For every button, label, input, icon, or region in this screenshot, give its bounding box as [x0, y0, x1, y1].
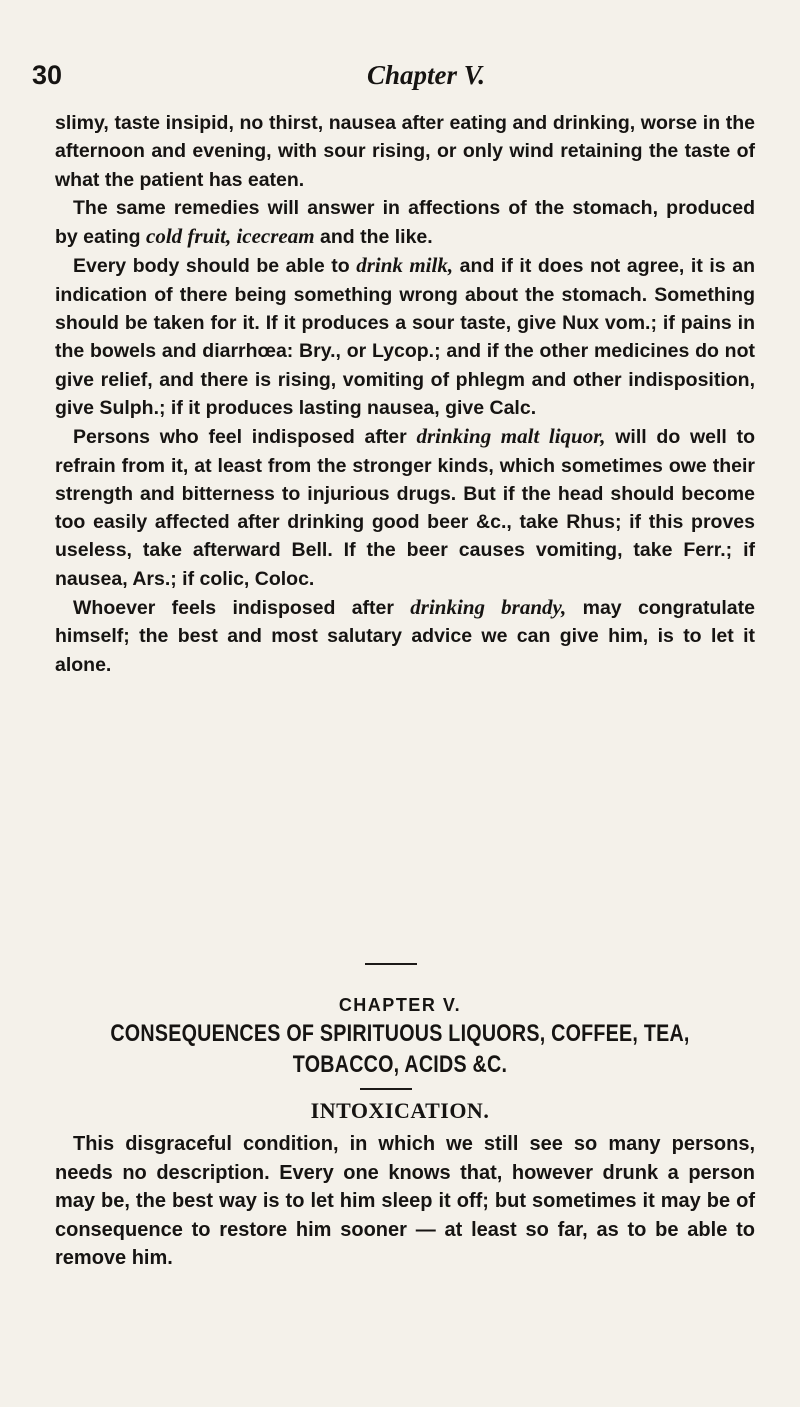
chapter-label: CHAPTER V.: [338, 995, 462, 1015]
paragraph-text: will do well to refrain from it, at least from the stronger kinds, which sometimes owe their strength and bitterness to injurious drugs. But if the head should become too easily affected after drinking good beer &c., take Rhus; if this proves useless, take afterward Bell. If the beer causes vomiting, take Ferr.; if nausea, Ars.; if colic, Coloc.: [55, 426, 755, 590]
paragraph-cold-fruit: [55, 194, 755, 252]
paragraph-text: and the like.: [314, 226, 433, 249]
divider-rule: [365, 963, 417, 965]
emphasis-text: drink milk,: [356, 253, 454, 278]
paragraph-intoxication: [55, 1130, 755, 1273]
emphasis-text: drinking brandy,: [410, 595, 567, 620]
section-heading: INTOXICATION.: [310, 1098, 490, 1123]
paragraph-continuation: [55, 109, 755, 194]
emphasis-text: drinking malt liquor,: [416, 424, 606, 449]
paragraph-text: and if it does not agree, it is an indication of there being something wrong about the stomach. Something should be taken for it. If it produces a sour taste, give Nux vom.; if pains in the bowels and diarrhœa: Bry., or Lycop.; and if the other medicines do not give relief, and there is rising, vomiting of phlegm and other indisposition, give Sulph.; if it produces lasting nausea, give Calc.: [55, 255, 755, 419]
paragraph-malt-liquor: [55, 422, 755, 593]
emphasis-text: cold fruit, icecream: [146, 224, 315, 249]
chapter-title-line: TOBACCO, ACIDS &C.: [292, 1051, 508, 1078]
divider-rule: [360, 1088, 412, 1090]
paragraph-brandy: [55, 593, 755, 679]
paragraph-text: Every body should be able to: [73, 255, 357, 278]
lower-text-block: [55, 1130, 755, 1273]
upper-text-block: [55, 109, 755, 679]
running-title: Chapter V.: [367, 60, 486, 90]
page-number: 30: [32, 60, 63, 90]
paragraph-text: Whoever feels indisposed after: [73, 597, 411, 620]
paragraph-text: This disgraceful condition, in which we still see so many persons, needs no description. Every one knows that, however drunk a person may be, the best way is to let him sleep it off; but sometimes it may be of consequence to restore him sooner — at least so far, as to be able to remove him.: [55, 1133, 755, 1269]
paragraph-text: may congratulate himself; the best and most salutary advice we can give him, is to let it alone.: [55, 597, 755, 676]
running-head: [32, 60, 772, 100]
paragraph-drink-milk: [55, 251, 755, 422]
chapter-title-line: CONSEQUENCES OF SPIRITUOUS LIQUORS, COFFEE, TEA,: [110, 1020, 690, 1047]
paragraph-text: slimy, taste insipid, no thirst, nausea after eating and drinking, worse in the afternoon and evening, with sour rising, or only wind retaining the taste of what the patient has eaten.: [55, 112, 755, 191]
paragraph-text: The same remedies will answer in affections of the stomach, produced by eating: [55, 196, 755, 249]
chapter-title: [105, 1018, 695, 1080]
paragraph-text: Persons who feel indisposed after: [73, 426, 417, 449]
